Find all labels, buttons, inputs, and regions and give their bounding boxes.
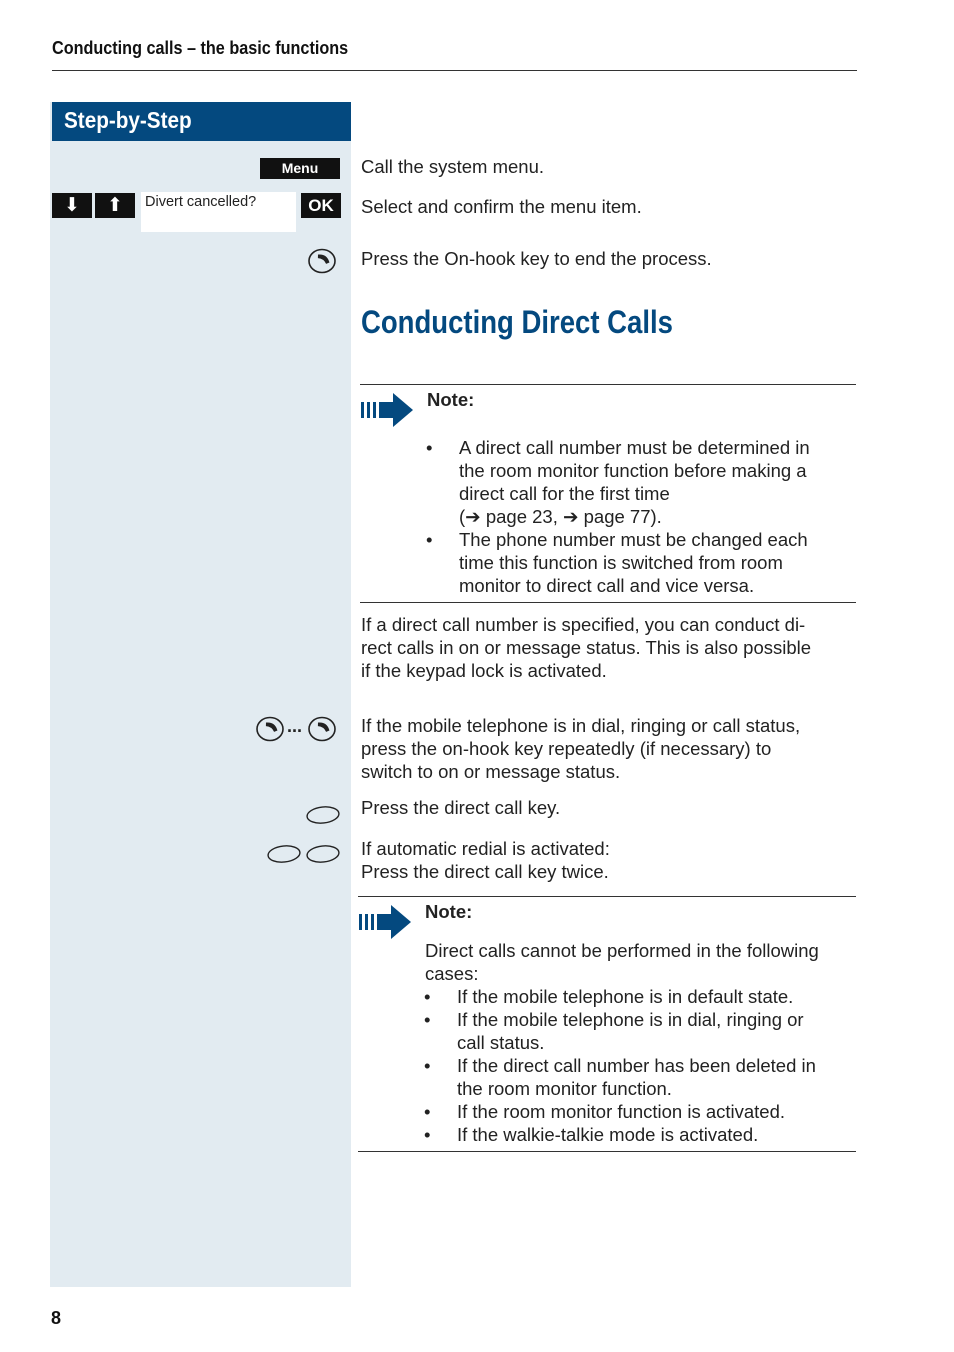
repeat-ellipsis: ... bbox=[287, 716, 303, 736]
note1-bottom-rule bbox=[360, 602, 856, 603]
direct-call-key-icon bbox=[266, 843, 302, 865]
direct-call-key-icon bbox=[305, 843, 341, 865]
step-call-menu: Call the system menu. bbox=[361, 156, 545, 177]
arrow-up-key-icon: ⬆ bbox=[95, 193, 135, 218]
step-direct-key: Press the direct call key. bbox=[361, 797, 561, 818]
note1-list bbox=[426, 436, 856, 597]
list-item: • If the direct call number has been deleted in the room monitor function. bbox=[424, 1054, 856, 1100]
bullet-line: direct call for the first time bbox=[459, 483, 670, 504]
arrow-down-key-icon: ⬇ bbox=[52, 193, 92, 218]
onhook-icon bbox=[307, 716, 337, 742]
step-by-step-label: Step-by-Step bbox=[64, 107, 192, 133]
onhook-icon bbox=[307, 248, 337, 274]
list-item: • If the room monitor function is activated. bbox=[424, 1100, 856, 1123]
ref-arrow-icon: ➔ bbox=[465, 506, 481, 527]
section-title: Conducting Direct Calls bbox=[361, 304, 673, 340]
ok-key: OK bbox=[301, 193, 341, 218]
bullet-line: the room monitor function before making a bbox=[459, 460, 807, 481]
display-text: Divert cancelled? bbox=[145, 194, 257, 210]
list-item bbox=[426, 436, 856, 528]
list-item bbox=[426, 528, 856, 597]
note2-intro: Direct calls cannot be performed in the following cases: bbox=[425, 940, 819, 984]
direct-call-key-icon bbox=[305, 804, 341, 826]
note-arrow-icon bbox=[359, 904, 413, 940]
list-item: • If the mobile telephone is in dial, ringing or call status. bbox=[424, 1008, 856, 1054]
header-rule bbox=[52, 70, 857, 71]
menu-key: Menu bbox=[260, 158, 340, 179]
handset-display bbox=[141, 192, 296, 232]
intro-paragraph: If a direct call number is specified, you can conduct di- rect calls in on or message status. This is also possible if the keypad lock is activated. bbox=[361, 614, 812, 681]
step-by-step-banner bbox=[52, 102, 351, 141]
list-item: • If the mobile telephone is in default state. bbox=[424, 985, 856, 1008]
step-sidebar bbox=[50, 102, 351, 1287]
note2-label: Note: bbox=[425, 901, 473, 922]
note1-top-rule bbox=[360, 384, 856, 385]
note2-list bbox=[424, 985, 856, 1146]
note-arrow-icon bbox=[361, 392, 415, 428]
bullet-line: monitor to direct call and vice versa. bbox=[459, 575, 755, 596]
page-number: 8 bbox=[51, 1308, 62, 1328]
onhook-icon bbox=[255, 716, 285, 742]
bullet-line: • The phone number must be changed each bbox=[459, 529, 808, 550]
note1-label: Note: bbox=[427, 389, 475, 410]
ref-arrow-icon: ➔ bbox=[562, 506, 579, 527]
step-redial: If automatic redial is activated: Press the direct call key twice. bbox=[361, 838, 610, 882]
bullet-line: time this function is switched from room bbox=[459, 552, 783, 573]
step-onhook-repeat: If the mobile telephone is in dial, ringing or call status, press the on-hook key repeatedly (if necessary) to switch to on or message status. bbox=[361, 715, 801, 782]
page-reference: (➔ page 23, ➔ page 77). bbox=[459, 506, 662, 527]
step-press-onhook: Press the On-hook key to end the process. bbox=[361, 248, 712, 269]
bullet-line: • A direct call number must be determined in bbox=[459, 437, 810, 458]
note2-top-rule bbox=[358, 896, 856, 897]
list-item: • If the walkie-talkie mode is activated. bbox=[424, 1123, 856, 1146]
step-select-confirm: Select and confirm the menu item. bbox=[361, 196, 642, 217]
note2-bottom-rule bbox=[358, 1151, 856, 1152]
running-header: Conducting calls – the basic functions bbox=[52, 38, 349, 58]
